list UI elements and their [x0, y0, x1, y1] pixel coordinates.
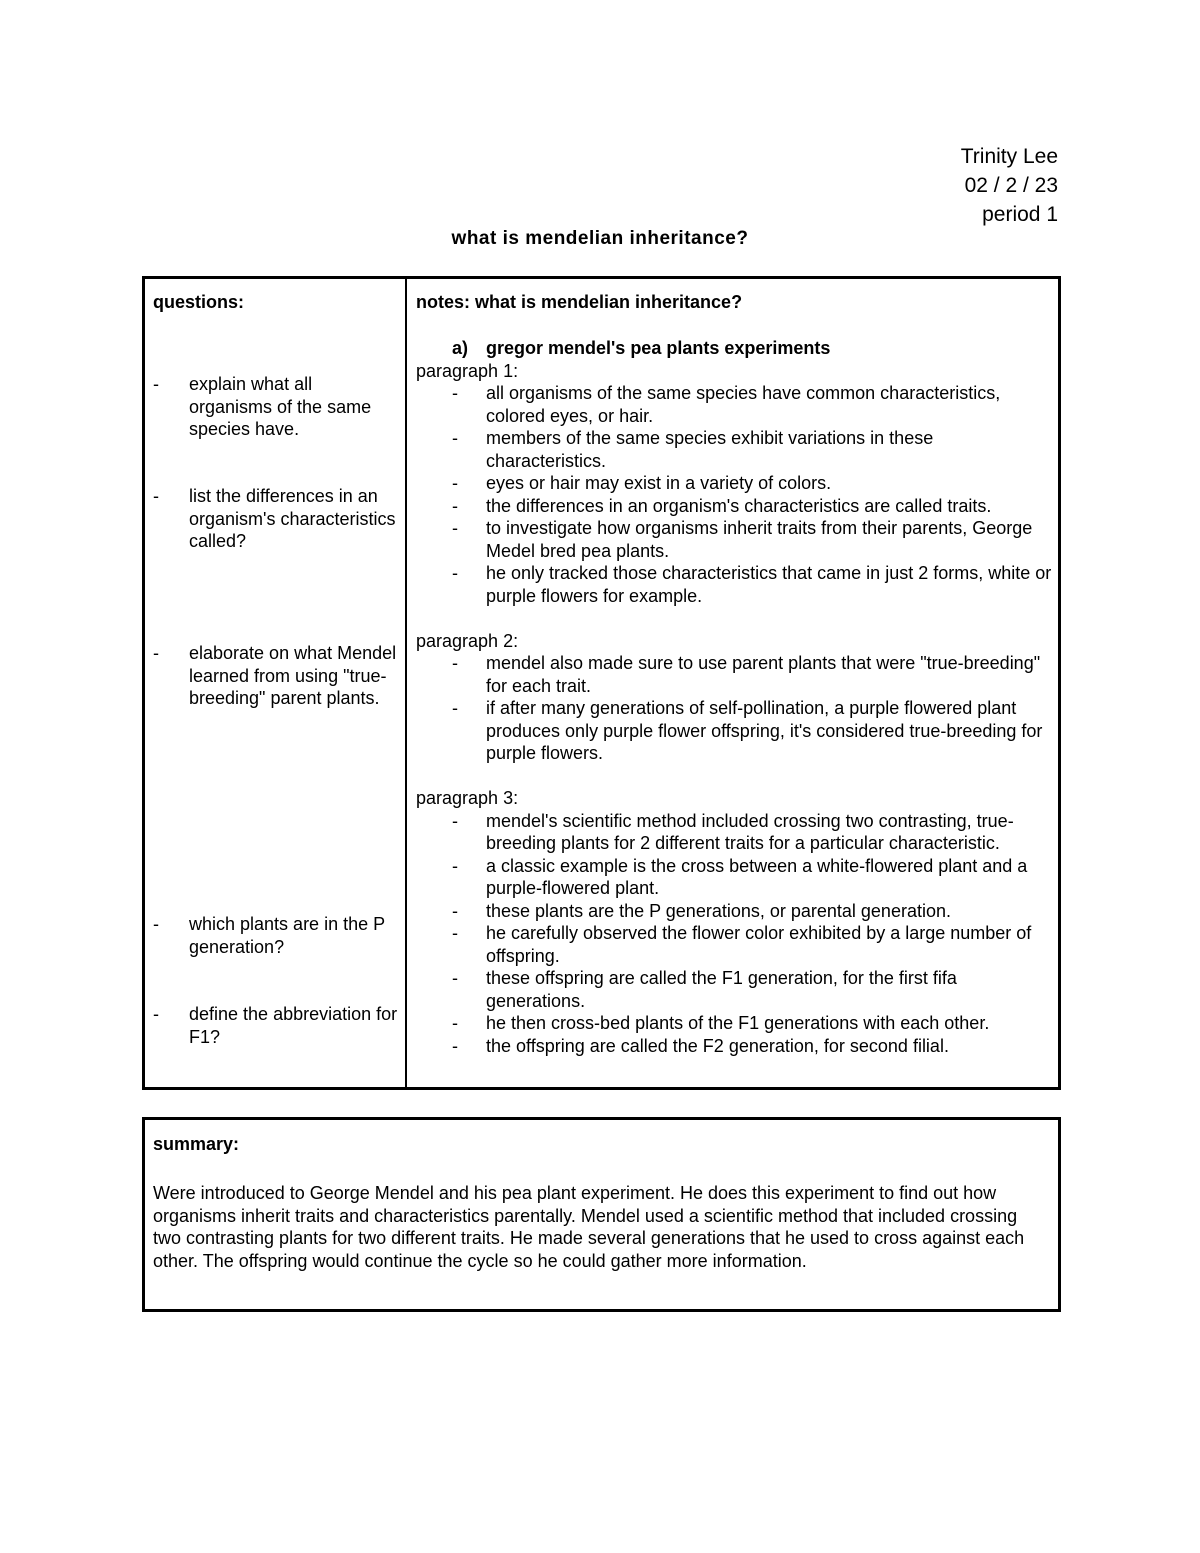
paragraph-label: paragraph 1:	[416, 360, 519, 381]
note-bullet: - these offspring are called the F1 generation, for the first fifa generations.	[452, 968, 957, 1011]
section-title: gregor mendel's pea plants experiments	[486, 338, 831, 358]
note-bullet: - these plants are the P generations, or parental generation.	[452, 900, 951, 921]
note-bullet: - he then cross-bed plants of the F1 generations with each other.	[452, 1013, 990, 1033]
question-item: - elaborate on what Mendel learned from using "true-breeding" parent plants.	[153, 643, 397, 708]
note-bullet: - mendel's scientific method included crossing two contrasting, true-breeding plants for 2 different traits for a particular characteristic.	[452, 810, 1014, 853]
note-bullet: - he carefully observed the flower color exhibited by a large number of offspring.	[452, 923, 1032, 966]
note-bullet: - mendel also made sure to use parent plants that were "true-breeding" for each trait.	[452, 653, 1041, 696]
date: 02 / 2 / 23	[964, 174, 1058, 197]
note-bullet: - if after many generations of self-pollination, a purple flowered plant produces only purple flower offspring, it's considered true-breeding for purple flowers.	[452, 698, 1043, 763]
note-bullet: - he only tracked those characteristics that came in just 2 forms, white or purple flowers for example.	[452, 563, 1052, 606]
class-period: period 1	[982, 203, 1058, 226]
dash-bullet: -	[153, 914, 159, 934]
dash-bullet: -	[153, 1004, 159, 1024]
summary-text: Were introduced to George Mendel and his pea plant experiment. He does this experiment to find out how organisms inherit traits and characteristics parentally. Mendel used a scientific method that included crossing two contrasting plants for two different traits. He made several generations that he used to cross against each other. The offspring would continue the cycle so he could gather more information.	[153, 1183, 1025, 1271]
notes-column	[416, 291, 1056, 1057]
summary-box	[142, 1117, 1061, 1312]
header-block	[961, 142, 1058, 229]
note-bullet: - members of the same species exhibit variations in these characteristics.	[452, 428, 934, 471]
questions-column	[153, 291, 398, 1047]
note-bullet: - all organisms of the same species have common characteristics, colored eyes, or hair.	[452, 383, 1001, 426]
column-divider	[405, 279, 407, 1087]
question-item: - define the abbreviation for F1?	[153, 1004, 398, 1047]
note-bullet: - the offspring are called the F2 generation, for second filial.	[452, 1035, 949, 1056]
dash-bullet: -	[153, 643, 159, 663]
note-bullet: - a classic example is the cross between a white-flowered plant and a purple-flowered plant.	[452, 855, 1028, 898]
cornell-notes-table	[142, 276, 1061, 1090]
questions-heading: questions:	[153, 292, 245, 312]
dash-bullet: -	[153, 486, 159, 506]
paragraph-label: paragraph 2:	[416, 630, 519, 651]
section-letter: a)	[452, 338, 469, 358]
question-item: - list the differences in an organism's characteristics called?	[153, 486, 396, 551]
summary-heading: summary:	[153, 1134, 240, 1154]
paragraph-label: paragraph 3:	[416, 788, 519, 808]
note-bullet: - the differences in an organism's characteristics are called traits.	[452, 495, 992, 516]
page-title: what is mendelian inheritance?	[451, 228, 749, 249]
section-heading	[416, 337, 1056, 360]
note-bullet: - to investigate how organisms inherit traits from their parents, George Medel bred pea plants.	[452, 518, 1033, 561]
question-item: - explain what all organisms of the same species have.	[153, 374, 372, 439]
student-name: Trinity Lee	[960, 145, 1058, 168]
note-bullet: - eyes or hair may exist in a variety of colors.	[452, 473, 832, 493]
question-item: - which plants are in the P generation?	[153, 914, 385, 957]
notes-heading: notes: what is mendelian inheritance?	[416, 292, 743, 312]
dash-bullet: -	[153, 374, 159, 394]
